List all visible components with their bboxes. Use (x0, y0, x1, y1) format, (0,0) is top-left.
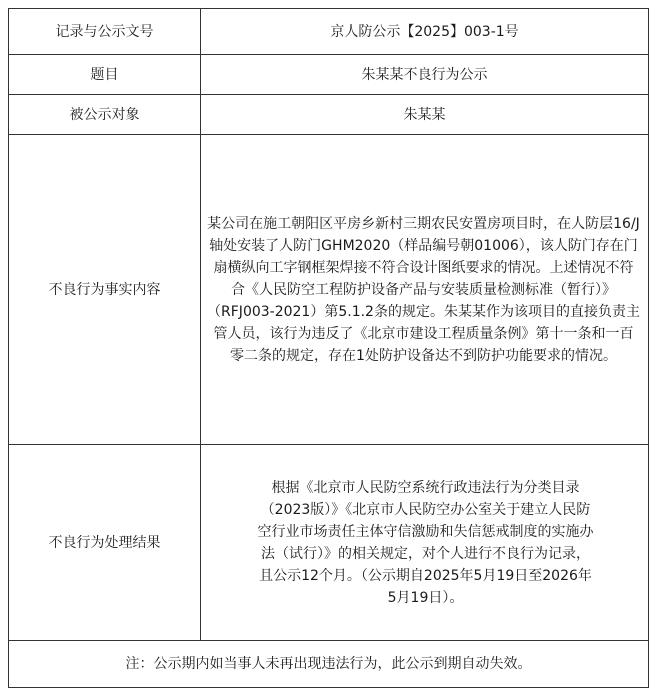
doc-number-row (9, 9, 649, 55)
title-row (9, 55, 649, 95)
note-row (9, 641, 649, 688)
fact-label: 不良行为事实内容 (9, 135, 201, 445)
target-label: 被公示对象 (9, 95, 201, 135)
target-value: 朱某某 (201, 95, 649, 135)
result-row (9, 445, 649, 641)
doc-number-label: 记录与公示文号 (9, 9, 201, 55)
title-label: 题目 (9, 55, 201, 95)
result-text: 根据《北京市人民防空系统行政违法行为分类目录（2023版）》《北京市人民防空办公室关于建立人民防空行业市场责任主体守信激励和失信惩戒制度的实施办法（试行）》的相关规定，对个人进行不良行为记录，且公示12个月。（公示期自2025年5月19日至2026年5月19日）。 (257, 479, 594, 606)
title-value: 朱某某不良行为公示 (201, 55, 649, 95)
public-notice-table (8, 8, 649, 688)
doc-number-value: 京人防公示【2025】003-1号 (201, 9, 649, 55)
fact-cell (201, 135, 649, 445)
result-cell (201, 445, 649, 641)
fact-text: 某公司在施工朝阳区平房乡新村三期农民安置房项目时，在人防层16/J轴处安装了人防门GHM2020（样品编号朝01006），该人防门存在门扇横纵向工字钢框架焊接不符合设计图纸要求的情况。上述情况不符合《人民防空工程防护设备产品与安装质量检测标准（暂行）》（RFJ003-2021）第5.1.2条的规定。朱某某作为该项目的直接负责主管人员，该行为违反了《北京市建设工程质量条例》第十一条和一百零二条的规定，存在1处防护设备达不到防护功能要求的情况。 (207, 215, 640, 364)
target-row (9, 95, 649, 135)
note-text: 注：公示期内如当事人未再出现违法行为，此公示到期自动失效。 (9, 641, 649, 688)
fact-row (9, 135, 649, 445)
result-label: 不良行为处理结果 (9, 445, 201, 641)
